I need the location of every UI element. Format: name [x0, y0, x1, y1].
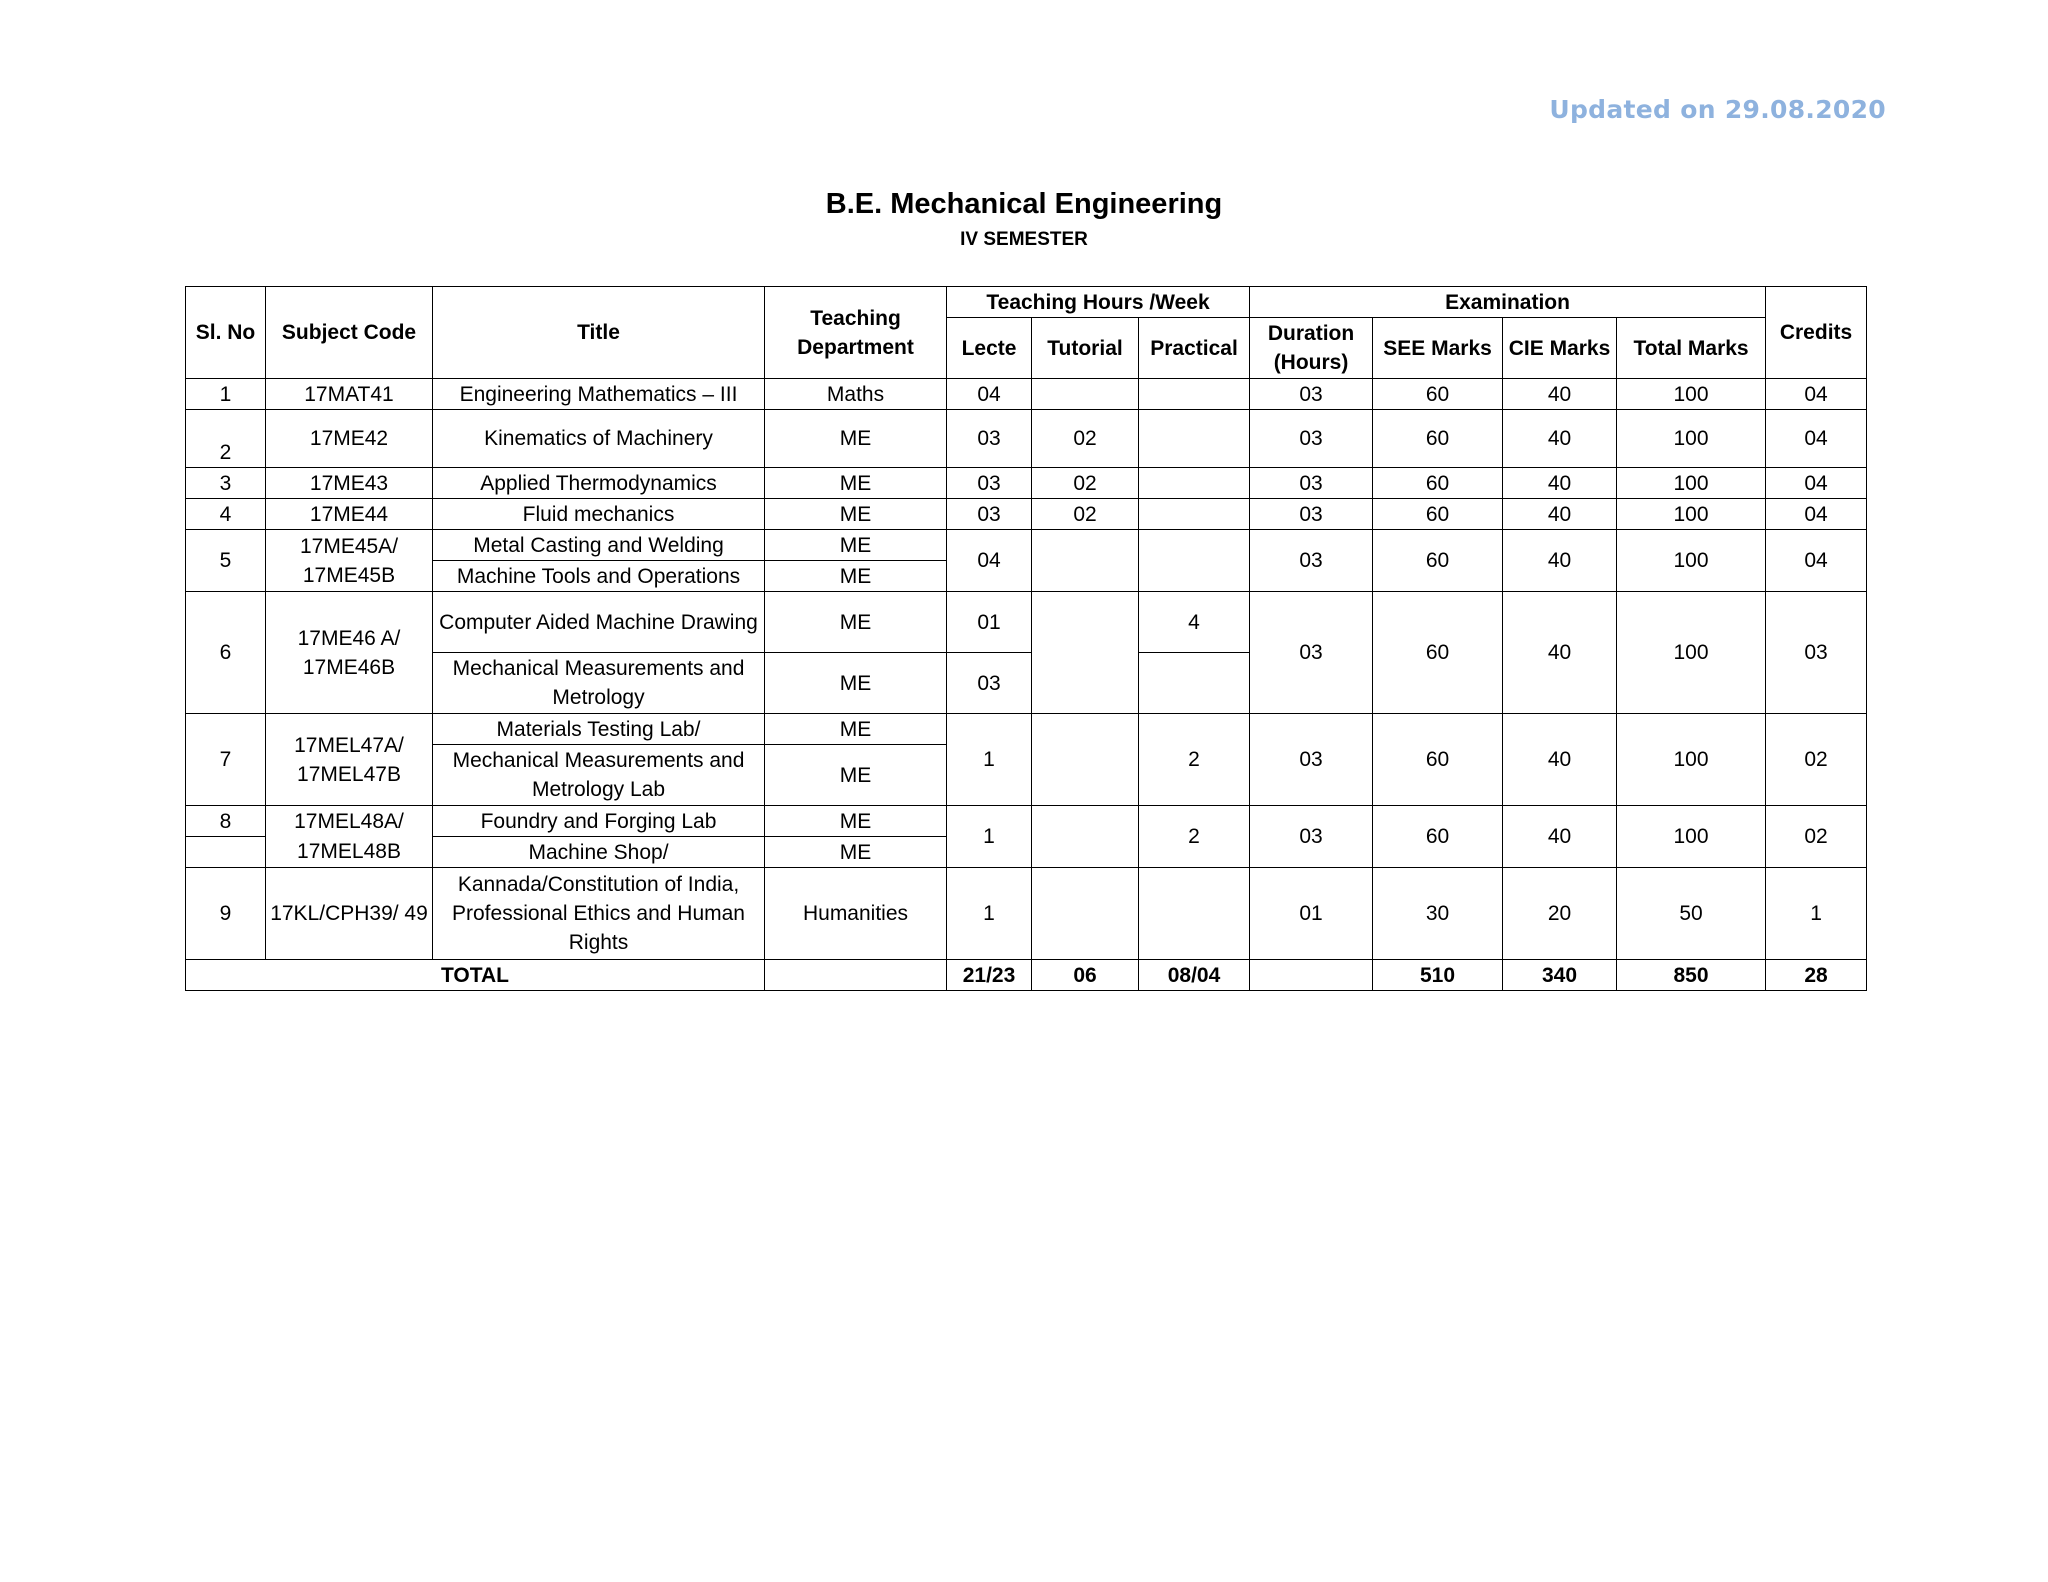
- cell-practical: [1139, 499, 1250, 530]
- cell-tutorial: [1032, 530, 1139, 592]
- cell-total: 50: [1617, 868, 1766, 960]
- total-lecture: 21/23: [947, 960, 1032, 991]
- cell-total: 100: [1617, 410, 1766, 468]
- cell-tutorial: [1032, 379, 1139, 410]
- header-credits: Credits: [1766, 287, 1867, 379]
- cell-cie: 40: [1503, 806, 1617, 868]
- cell-title: Kannada/Constitution of India, Professional Ethics and Human Rights: [433, 868, 765, 960]
- cell-lecture: 1: [947, 868, 1032, 960]
- cell-total: 100: [1617, 714, 1766, 806]
- cell-title: Applied Thermodynamics: [433, 468, 765, 499]
- cell-duration: 01: [1250, 868, 1373, 960]
- header-cie-marks: CIE Marks: [1503, 318, 1617, 379]
- cell-sl-empty: [186, 837, 266, 868]
- cell-practical: [1139, 468, 1250, 499]
- cell-title: Kinematics of Machinery: [433, 410, 765, 468]
- table-row: [186, 379, 1867, 410]
- cell-see: 60: [1373, 468, 1503, 499]
- header-total-marks: Total Marks: [1617, 318, 1766, 379]
- table-row: [186, 868, 1867, 960]
- cell-cie: 40: [1503, 499, 1617, 530]
- cell-tutorial: [1032, 868, 1139, 960]
- cell-cie: 40: [1503, 410, 1617, 468]
- cell-total: 100: [1617, 499, 1766, 530]
- cell-lecture: 04: [947, 379, 1032, 410]
- cell-lecture: 04: [947, 530, 1032, 592]
- cell-see: 60: [1373, 499, 1503, 530]
- total-tutorial: 06: [1032, 960, 1139, 991]
- cell-dept: ME: [765, 592, 947, 653]
- cell-code: 17ME45A/ 17ME45B: [266, 530, 433, 592]
- cell-dept: ME: [765, 561, 947, 592]
- cell-duration: 03: [1250, 592, 1373, 714]
- cell-practical: [1139, 868, 1250, 960]
- table-row: [186, 499, 1867, 530]
- cell-see: 60: [1373, 410, 1503, 468]
- cell-dept: ME: [765, 410, 947, 468]
- cell-credits: 02: [1766, 806, 1867, 868]
- total-marks: 850: [1617, 960, 1766, 991]
- cell-dept: ME: [765, 468, 947, 499]
- cell-title: Foundry and Forging Lab: [433, 806, 765, 837]
- cell-sl: 5: [186, 530, 266, 592]
- cell-dept: ME: [765, 837, 947, 868]
- cell-tutorial: 02: [1032, 499, 1139, 530]
- cell-lecture: 03: [947, 653, 1032, 714]
- cell-sl: 2: [186, 410, 266, 468]
- cell-practical: [1139, 410, 1250, 468]
- cell-practical: [1139, 530, 1250, 592]
- total-duration-empty: [1250, 960, 1373, 991]
- cell-see: 60: [1373, 592, 1503, 714]
- cell-lecture: 1: [947, 714, 1032, 806]
- cell-code: 17MAT41: [266, 379, 433, 410]
- cell-cie: 40: [1503, 592, 1617, 714]
- cell-tutorial: [1032, 714, 1139, 806]
- cell-practical: [1139, 379, 1250, 410]
- table-row: [186, 410, 1867, 468]
- cell-see: 60: [1373, 806, 1503, 868]
- cell-duration: 03: [1250, 714, 1373, 806]
- cell-lecture: 1: [947, 806, 1032, 868]
- cell-credits: 02: [1766, 714, 1867, 806]
- cell-duration: 03: [1250, 468, 1373, 499]
- semester-subtitle: IV SEMESTER: [960, 229, 1088, 250]
- cell-dept: Humanities: [765, 868, 947, 960]
- cell-cie: 40: [1503, 714, 1617, 806]
- cell-see: 30: [1373, 868, 1503, 960]
- cell-code: 17MEL47A/ 17MEL47B: [266, 714, 433, 806]
- cell-duration: 03: [1250, 806, 1373, 868]
- cell-duration: 03: [1250, 530, 1373, 592]
- cell-credits: 04: [1766, 410, 1867, 468]
- cell-cie: 20: [1503, 868, 1617, 960]
- cell-total: 100: [1617, 530, 1766, 592]
- total-see: 510: [1373, 960, 1503, 991]
- header-row-1: [186, 287, 1867, 318]
- header-sl-no: Sl. No: [186, 287, 266, 379]
- cell-dept: ME: [765, 499, 947, 530]
- cell-see: 60: [1373, 714, 1503, 806]
- cell-dept: ME: [765, 806, 947, 837]
- cell-code: 17ME46 A/ 17ME46B: [266, 592, 433, 714]
- header-practical: Practical: [1139, 318, 1250, 379]
- cell-code: 17KL/CPH39/ 49: [266, 868, 433, 960]
- cell-tutorial: [1032, 806, 1139, 868]
- header-teaching-department: Teaching Department: [765, 287, 947, 379]
- cell-code: 17ME44: [266, 499, 433, 530]
- cell-sl: 1: [186, 379, 266, 410]
- cell-sl: 8: [186, 806, 266, 837]
- cell-code: 17MEL48B: [266, 837, 433, 868]
- cell-credits: 1: [1766, 868, 1867, 960]
- cell-sl: 9: [186, 868, 266, 960]
- cell-lecture: 03: [947, 499, 1032, 530]
- header-title: Title: [433, 287, 765, 379]
- cell-dept: ME: [765, 714, 947, 745]
- cell-credits: 04: [1766, 468, 1867, 499]
- cell-practical: [1139, 653, 1250, 714]
- cell-credits: 04: [1766, 499, 1867, 530]
- page-title: B.E. Mechanical Engineering: [825, 188, 1223, 220]
- header-teaching-hours: Teaching Hours /Week: [947, 287, 1250, 318]
- cell-dept: ME: [765, 530, 947, 561]
- table-row: [186, 806, 1867, 837]
- cell-dept: Maths: [765, 379, 947, 410]
- header-duration: Duration (Hours): [1250, 318, 1373, 379]
- cell-code: 17MEL48A/: [266, 806, 433, 837]
- cell-duration: 03: [1250, 499, 1373, 530]
- cell-tutorial: 02: [1032, 410, 1139, 468]
- cell-sl: 4: [186, 499, 266, 530]
- total-dept-empty: [765, 960, 947, 991]
- cell-sl: 7: [186, 714, 266, 806]
- cell-dept: ME: [765, 745, 947, 806]
- cell-lecture: 03: [947, 468, 1032, 499]
- cell-practical: 2: [1139, 714, 1250, 806]
- cell-duration: 03: [1250, 410, 1373, 468]
- updated-date-note: Updated on 29.08.2020: [1549, 95, 1886, 124]
- cell-duration: 03: [1250, 379, 1373, 410]
- cell-title: Machine Shop/: [433, 837, 765, 868]
- header-see-marks: SEE Marks: [1373, 318, 1503, 379]
- table-row: [186, 530, 1867, 561]
- total-row: [186, 960, 1867, 991]
- cell-lecture: 03: [947, 410, 1032, 468]
- header-lecture: Lecte: [947, 318, 1032, 379]
- cell-total: 100: [1617, 379, 1766, 410]
- cell-tutorial: 02: [1032, 468, 1139, 499]
- table-row: [186, 468, 1867, 499]
- table-row: [186, 714, 1867, 745]
- total-label: TOTAL: [186, 960, 765, 991]
- total-cie: 340: [1503, 960, 1617, 991]
- header-examination: Examination: [1250, 287, 1766, 318]
- cell-code: 17ME43: [266, 468, 433, 499]
- cell-credits: 04: [1766, 379, 1867, 410]
- cell-see: 60: [1373, 530, 1503, 592]
- total-practical: 08/04: [1139, 960, 1250, 991]
- cell-cie: 40: [1503, 530, 1617, 592]
- header-subject-code: Subject Code: [266, 287, 433, 379]
- cell-cie: 40: [1503, 379, 1617, 410]
- cell-tutorial: [1032, 592, 1139, 714]
- scheme-table: [185, 286, 1867, 991]
- cell-practical: 4: [1139, 592, 1250, 653]
- cell-dept: ME: [765, 653, 947, 714]
- table-row: [186, 592, 1867, 653]
- cell-practical: 2: [1139, 806, 1250, 868]
- cell-title: Engineering Mathematics – III: [433, 379, 765, 410]
- cell-title: Materials Testing Lab/: [433, 714, 765, 745]
- cell-title: Metal Casting and Welding: [433, 530, 765, 561]
- cell-total: 100: [1617, 468, 1766, 499]
- cell-credits: 03: [1766, 592, 1867, 714]
- header-tutorial: Tutorial: [1032, 318, 1139, 379]
- cell-see: 60: [1373, 379, 1503, 410]
- cell-lecture: 01: [947, 592, 1032, 653]
- cell-total: 100: [1617, 806, 1766, 868]
- cell-title: Mechanical Measurements and Metrology: [433, 653, 765, 714]
- cell-title: Fluid mechanics: [433, 499, 765, 530]
- cell-total: 100: [1617, 592, 1766, 714]
- cell-code: 17ME42: [266, 410, 433, 468]
- cell-title: Mechanical Measurements and Metrology Lab: [433, 745, 765, 806]
- cell-sl: 3: [186, 468, 266, 499]
- total-credits: 28: [1766, 960, 1867, 991]
- cell-title: Machine Tools and Operations: [433, 561, 765, 592]
- cell-sl: 6: [186, 592, 266, 714]
- cell-title: Computer Aided Machine Drawing: [433, 592, 765, 653]
- cell-credits: 04: [1766, 530, 1867, 592]
- cell-cie: 40: [1503, 468, 1617, 499]
